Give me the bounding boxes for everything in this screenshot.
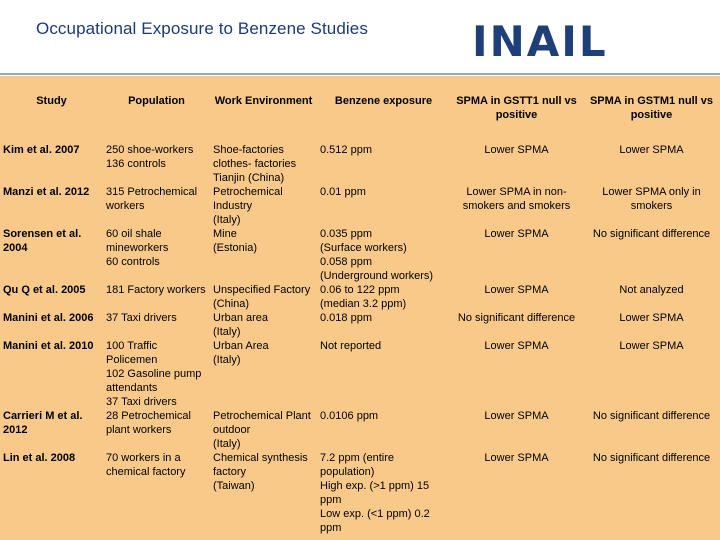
- cell-work-environment: Mine (Estonia): [213, 228, 258, 254]
- table-row: [0, 139, 720, 185]
- cell-spma-gsttt1: No significant difference: [457, 312, 576, 324]
- cell-spma-gsttt1: Lower SPMA: [484, 228, 549, 240]
- cell-spma-gsttt1: Lower SPMA: [484, 410, 549, 422]
- column-header-work-environment: Work Environment: [214, 95, 313, 107]
- table-row: [0, 409, 720, 451]
- cell-benzene-exposure: 0.512 ppm: [320, 144, 372, 156]
- cell-spma-gstm1: Lower SPMA: [619, 340, 684, 352]
- cell-work-environment: Urban Area (Italy): [213, 340, 269, 366]
- cell-work-environment: Shoe-factories clothes- factories Tianjin (China): [213, 144, 297, 184]
- cell-work-environment: Petrochemical Industry (Italy): [213, 186, 283, 226]
- table-header-row: [0, 76, 720, 139]
- cell-work-environment: Chemical synthesis factory (Taiwan): [213, 452, 308, 492]
- cell-spma-gsttt1: Lower SPMA: [484, 452, 549, 464]
- cell-benzene-exposure: 0.035 ppm (Surface workers) 0.058 ppm (Underground workers): [320, 228, 434, 282]
- cell-population: 28 Petrochemical plant workers: [106, 410, 191, 436]
- cell-spma-gstm1: No significant difference: [592, 410, 711, 422]
- cell-spma-gstm1: Lower SPMA: [619, 312, 684, 324]
- cell-study: Manini et al. 2010: [3, 340, 94, 352]
- cell-study: Kim et al. 2007: [3, 144, 80, 156]
- cell-work-environment: Unspecified Factory (China): [213, 284, 311, 310]
- cell-study: Sorensen et al. 2004: [3, 228, 82, 254]
- table-row: [0, 451, 720, 535]
- inail-logo: [472, 16, 708, 62]
- cell-spma-gsttt1: Lower SPMA: [484, 340, 549, 352]
- cell-population: 70 workers in a chemical factory: [106, 452, 186, 478]
- table-row: [0, 227, 720, 283]
- studies-table: [0, 76, 720, 535]
- cell-benzene-exposure: 7.2 ppm (entire population) High exp. (>1 ppm) 15 ppm Low exp. (<1 ppm) 0.2 ppm: [320, 452, 430, 534]
- cell-study: Qu Q et al. 2005: [3, 284, 86, 296]
- cell-work-environment: Urban area (Italy): [213, 312, 269, 338]
- column-header-spma-gstm1: SPMA in GSTM1 null vs positive: [589, 95, 714, 121]
- table-row: [0, 185, 720, 227]
- cell-population: 60 oil shale mineworkers 60 controls: [106, 228, 169, 268]
- column-header-benzene-exposure: Benzene exposure: [334, 95, 433, 107]
- cell-spma-gstm1: Lower SPMA: [619, 144, 684, 156]
- column-header-population: Population: [128, 95, 185, 107]
- table-body: [0, 139, 720, 535]
- cell-benzene-exposure: 0.01 ppm: [320, 186, 366, 198]
- cell-population: 37 Taxi drivers: [106, 312, 177, 324]
- slide-header: [0, 0, 720, 72]
- studies-table-container: [0, 76, 720, 540]
- cell-population: 315 Petrochemical workers: [106, 186, 198, 212]
- cell-spma-gstm1: Lower SPMA only in smokers: [602, 186, 701, 212]
- cell-benzene-exposure: 0.0106 ppm: [320, 410, 379, 422]
- cell-study: Carrieri M et al. 2012: [3, 410, 83, 436]
- cell-spma-gstm1: No significant difference: [592, 228, 711, 240]
- cell-study: Manini et al. 2006: [3, 312, 94, 324]
- cell-study: Manzi et al. 2012: [3, 186, 90, 198]
- table-row: [0, 311, 720, 339]
- page-title: Occupational Exposure to Benzene Studies: [36, 19, 368, 38]
- cell-population: 181 Factory workers: [106, 284, 206, 296]
- cell-benzene-exposure: Not reported: [320, 340, 382, 352]
- table-row: [0, 339, 720, 409]
- cell-spma-gsttt1: Lower SPMA: [484, 284, 549, 296]
- cell-spma-gstm1: No significant difference: [592, 452, 711, 464]
- cell-study: Lin et al. 2008: [3, 452, 76, 464]
- cell-benzene-exposure: 0.018 ppm: [320, 312, 372, 324]
- header-divider: [0, 73, 720, 75]
- cell-population: 250 shoe-workers 136 controls: [106, 144, 194, 170]
- cell-work-environment: Petrochemical Plant outdoor (Italy): [213, 410, 311, 450]
- table-row: [0, 283, 720, 311]
- column-header-spma-gsttt1: SPMA in GSTT1 null vs positive: [456, 95, 577, 121]
- column-header-study: Study: [36, 95, 67, 107]
- cell-spma-gstm1: Not analyzed: [619, 284, 684, 296]
- inail-logo-text: INAIL: [472, 17, 608, 62]
- cell-spma-gsttt1: Lower SPMA: [484, 144, 549, 156]
- cell-benzene-exposure: 0.06 to 122 ppm (median 3.2 ppm): [320, 284, 407, 310]
- cell-population: 100 Traffic Policemen 102 Gasoline pump attendants 37 Taxi drivers: [106, 340, 202, 408]
- cell-spma-gsttt1: Lower SPMA in non-smokers and smokers: [462, 186, 571, 212]
